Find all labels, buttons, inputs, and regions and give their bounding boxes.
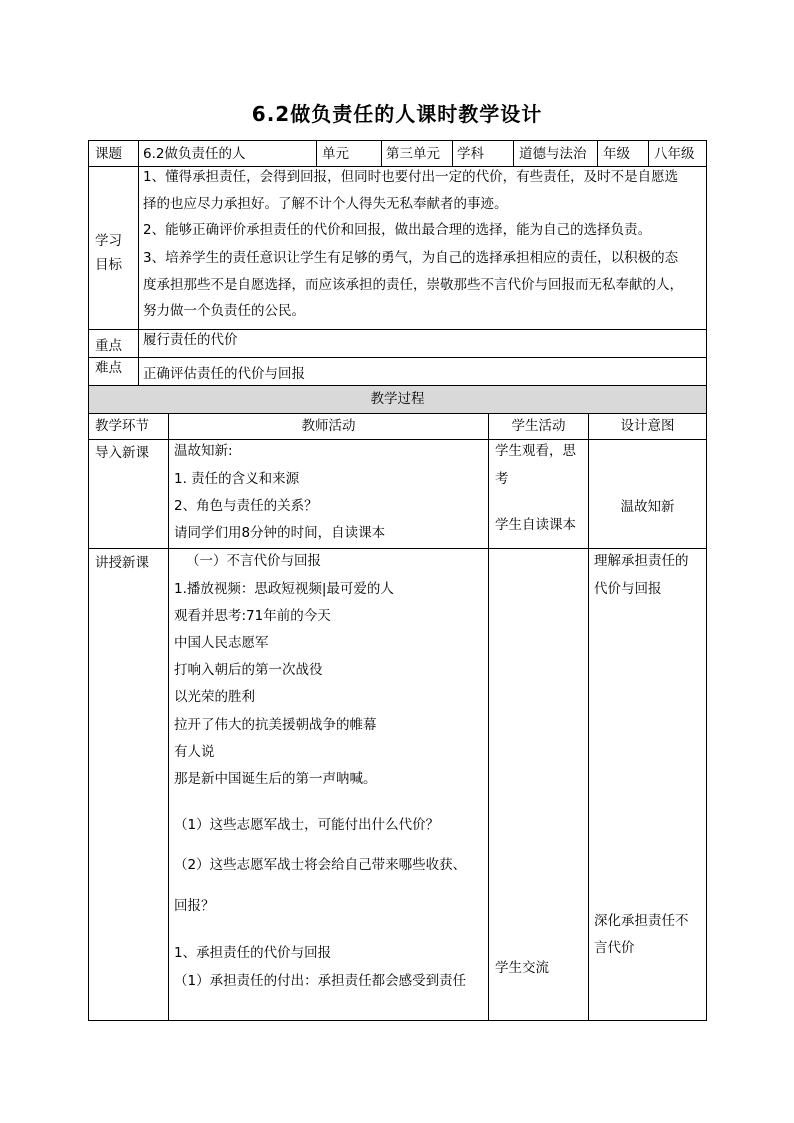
table-rule <box>88 385 707 386</box>
lecture-stage: 讲授新课 <box>95 555 149 571</box>
table-rule <box>513 140 514 166</box>
table-rule <box>597 140 598 166</box>
lecture-question-2-line2: 回报？ <box>174 898 215 914</box>
column-header-intent: 设计意图 <box>620 418 675 434</box>
table-rule <box>88 329 707 330</box>
lecture-intent-1-line: 代价与回报 <box>594 581 662 597</box>
lecture-teacher-line: 拉开了伟大的抗美援朝战争的帷幕 <box>174 717 377 733</box>
intro-teacher-line: 1. 责任的含义和来源 <box>174 471 300 487</box>
table-rule <box>452 140 453 166</box>
intro-student-line: 学生自读课本 <box>495 517 576 533</box>
intro-stage: 导入新课 <box>95 445 149 461</box>
objectives-label-line2: 目标 <box>95 257 122 273</box>
difficulty-value: 正确评估责任的代价与回报 <box>143 366 305 382</box>
key-point-value: 履行责任的代价 <box>143 332 238 348</box>
unit-label: 单元 <box>322 146 349 162</box>
table-rule <box>88 357 707 358</box>
column-header-stage: 教学环节 <box>95 418 149 434</box>
table-rule <box>168 413 169 1020</box>
intro-teacher-line: 2、角色与责任的关系？ <box>174 498 318 514</box>
objective-line: 择的也应尽力承担好。了解不计个人得失无私奉献者的事迹。 <box>143 196 508 212</box>
lecture-teacher-line: 中国人民志愿军 <box>174 635 269 651</box>
grade-label: 年级 <box>603 146 630 162</box>
table-rule <box>488 413 489 1020</box>
lecture-teacher-line: 打响入朝后的第一次战役 <box>174 662 323 678</box>
intro-intent: 温故知新 <box>620 499 675 515</box>
column-header-teacher: 教师活动 <box>301 418 356 434</box>
subject-value: 道德与法治 <box>519 146 587 162</box>
lecture-student: 学生交流 <box>495 960 549 976</box>
column-header-student: 学生活动 <box>511 418 566 434</box>
lecture-teacher-line: 有人说 <box>174 744 215 760</box>
table-rule <box>138 166 139 385</box>
lecture-intent-1-line: 理解承担责任的 <box>594 553 689 569</box>
intro-student-line: 学生观看，思 <box>495 443 576 459</box>
lecture-intent-2-line: 言代价 <box>594 940 635 956</box>
document-title: 6.2做负责任的人课时教学设计 <box>251 102 543 126</box>
difficulty-label: 难点 <box>95 360 122 376</box>
lecture-teacher-line: 1.播放视频：思政短视频|最可爱的人 <box>174 581 394 597</box>
objective-line: 2、能够正确评价承担责任的代价和回报，做出最合理的选择，能为自己的选择负责。 <box>143 222 652 238</box>
lecture-question-1: （1）这些志愿军战士，可能付出什么代价？ <box>174 817 440 833</box>
objectives-label-line1: 学习 <box>95 233 122 249</box>
course-value: 6.2做负责任的人 <box>143 146 246 162</box>
course-label: 课题 <box>95 146 122 162</box>
table-rule <box>88 1020 707 1021</box>
lecture-teacher-line: 那是新中国诞生后的第一声呐喊。 <box>174 771 377 787</box>
objective-line: 努力做一个负责任的公民。 <box>143 303 305 319</box>
lecture-teacher-line: （一）不言代价与回报 <box>186 553 321 569</box>
intro-student-line: 考 <box>495 471 509 487</box>
lecture-teacher-line: 观看并思考:71年前的今天 <box>174 608 331 624</box>
lecture-intent-2-line: 深化承担责任不 <box>594 913 689 929</box>
table-rule <box>316 140 317 166</box>
table-rule <box>706 140 707 1021</box>
subject-label: 学科 <box>457 146 484 162</box>
objective-line: 度承担那些不是自愿选择，而应该承担的责任，崇敬那些不言代价与回报而无私奉献的人， <box>143 277 683 293</box>
objective-line: 3、培养学生的责任意识让学生有足够的勇气，为自己的选择承担相应的责任，以积极的态 <box>143 250 679 266</box>
lecture-question-2-line1: （2）这些志愿军战士将会给自己带来哪些收获、 <box>174 857 467 873</box>
table-rule <box>88 413 707 414</box>
table-rule <box>88 140 707 141</box>
process-header: 教学过程 <box>370 391 425 407</box>
lecture-teacher-line: 以光荣的胜利 <box>174 689 255 705</box>
unit-value: 第三单元 <box>386 146 440 162</box>
table-rule <box>88 140 89 1021</box>
intro-teacher-line: 温故知新: <box>174 443 233 459</box>
intro-teacher-line: 请同学们用8分钟的时间，自读课本 <box>174 525 386 541</box>
table-rule <box>138 140 139 166</box>
table-rule <box>381 140 382 166</box>
objective-line: 1、懂得承担责任，会得到回报，但同时也要付出一定的代价，有些责任，及时不是自愿选 <box>143 169 679 185</box>
table-rule <box>648 140 649 166</box>
grade-value: 八年级 <box>654 146 695 162</box>
lecture-section-1: 1、承担责任的代价与回报 <box>174 945 332 961</box>
lecture-section-1-sub: （1）承担责任的付出：承担责任都会感受到责任 <box>174 973 467 989</box>
key-point-label: 重点 <box>95 338 122 354</box>
